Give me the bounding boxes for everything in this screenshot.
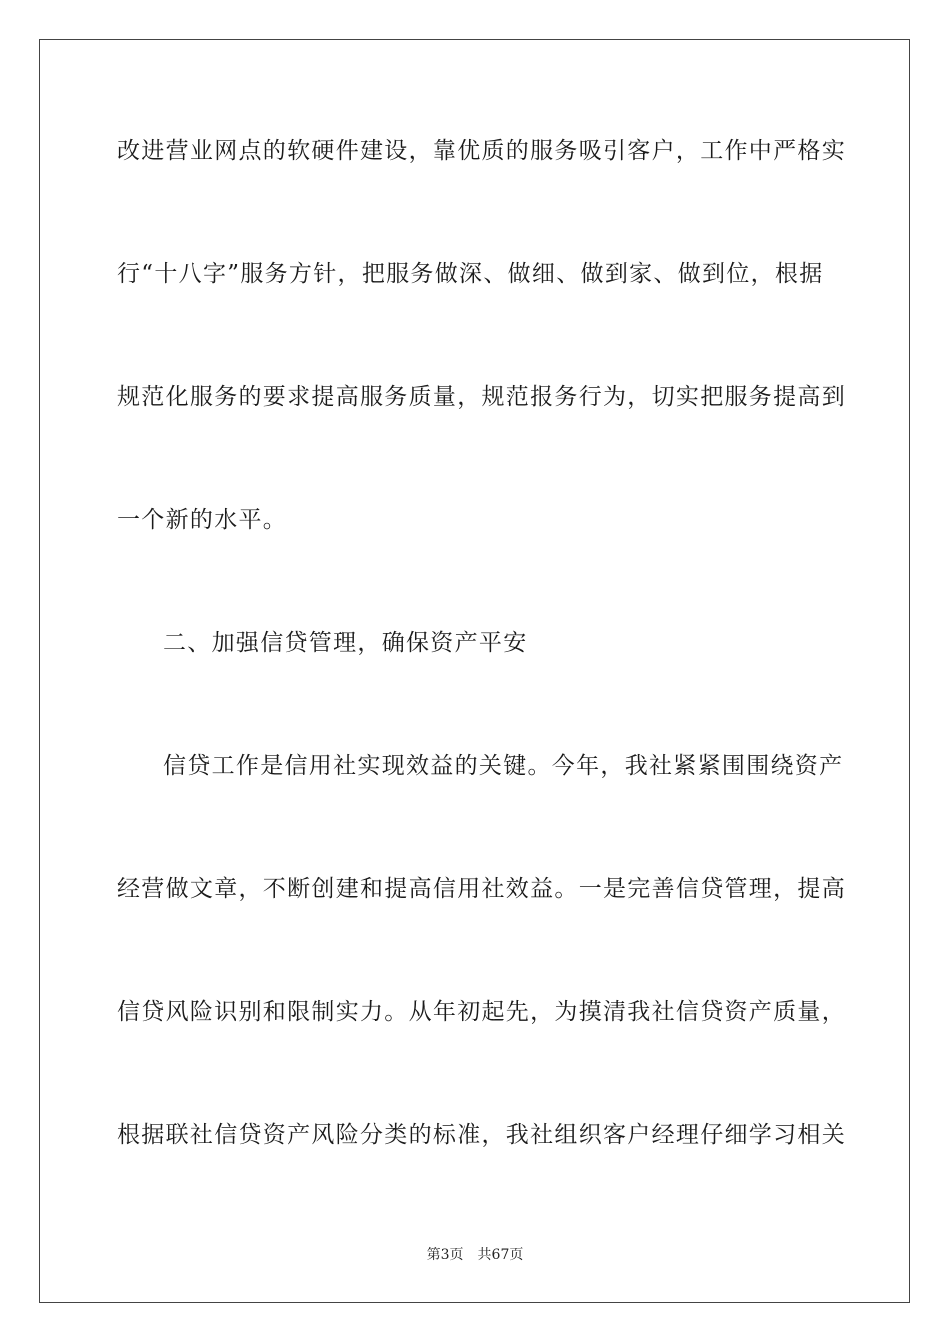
section-heading: 二、加强信贷管理，确保资产平安 xyxy=(163,630,528,656)
page-number: 第3页 xyxy=(426,1247,464,1263)
total-pages: 共67页 xyxy=(477,1247,524,1263)
body-text-line: 经营做文章，不断创建和提高信用社效益。一是完善信贷管理，提高 xyxy=(117,876,846,902)
body-text-line: 信贷风险识别和限制实力。从年初起先，为摸清我社信贷资产质量， xyxy=(117,999,846,1025)
page-footer xyxy=(0,1245,950,1265)
body-text-line: 改进营业网点的软硬件建设，靠优质的服务吸引客户，工作中严格实 xyxy=(117,138,846,164)
body-text-line: 信贷工作是信用社实现效益的关键。今年，我社紧紧围围绕资产 xyxy=(163,753,844,779)
body-text-line: 规范化服务的要求提高服务质量，规范报务行为，切实把服务提高到 xyxy=(117,384,846,410)
body-text-line: 行“十八字”服务方针，把服务做深、做细、做到家、做到位，根据 xyxy=(117,261,824,287)
page-border xyxy=(39,39,910,1303)
body-text-line: 根据联社信贷资产风险分类的标准，我社组织客户经理仔细学习相关 xyxy=(117,1122,846,1148)
body-text-line: 一个新的水平。 xyxy=(117,507,288,533)
